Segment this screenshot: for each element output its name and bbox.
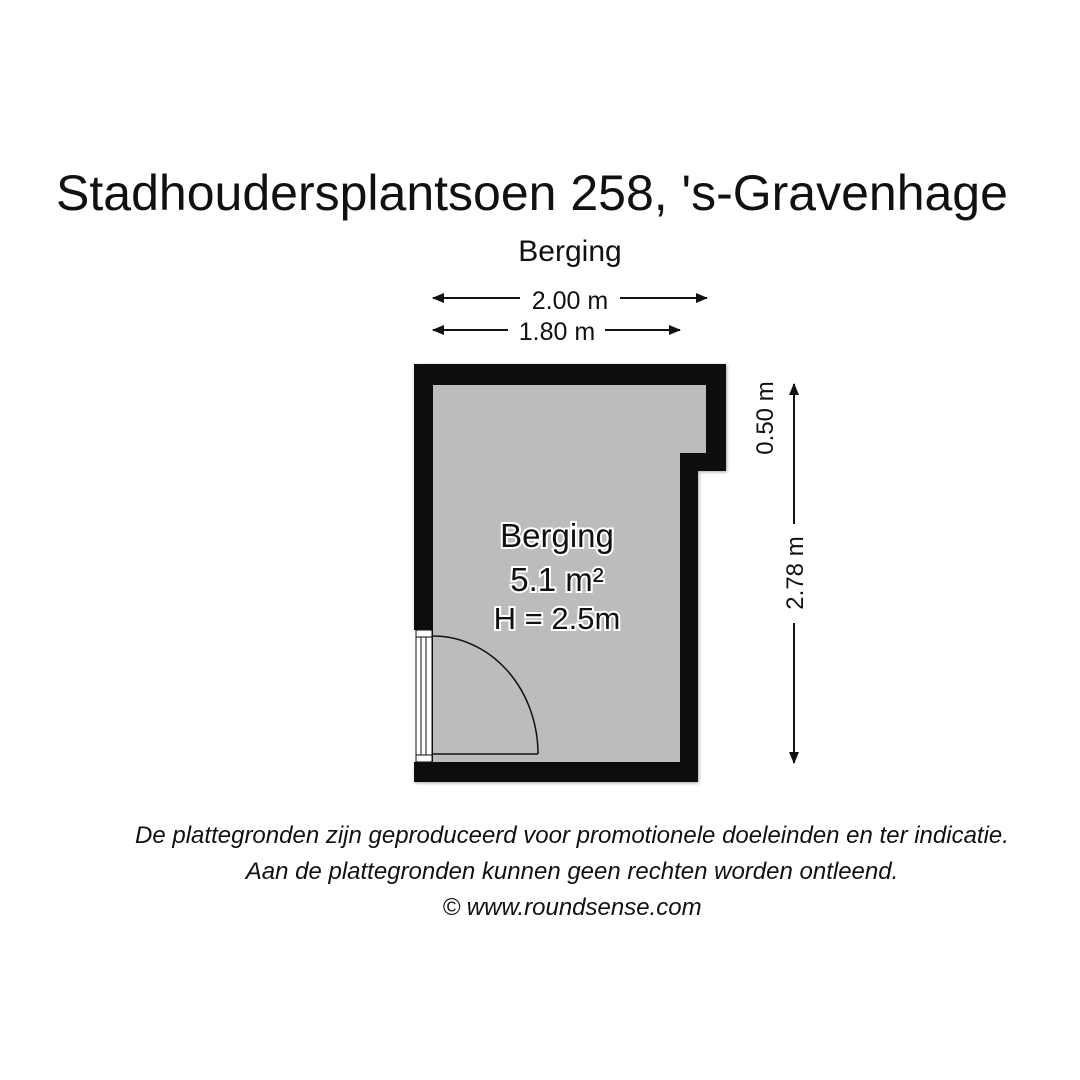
disclaimer	[0, 818, 1080, 926]
page-title: Stadhoudersplantsoen 258, 's-Gravenhage	[56, 165, 1008, 221]
dimension-length	[782, 384, 809, 763]
dimension-outer-width-label: 2.00 m	[531, 287, 609, 315]
room-name-label: Berging	[500, 517, 614, 554]
dimension-inner-width	[433, 318, 680, 346]
dimension-length-label: 2.78 m	[782, 536, 809, 610]
dimension-outer-width	[433, 287, 707, 315]
copyright-link[interactable]: © www.roundsense.com	[442, 894, 702, 921]
room-area-label: 5.1 m²	[510, 561, 604, 598]
room-height-label: H = 2.5m	[493, 601, 621, 636]
dimension-inner-width-label: 1.80 m	[518, 318, 596, 346]
floor-label: Berging	[518, 235, 622, 268]
disclaimer-line-1: De plattegronden zijn geproduceerd voor promotionele doeleinden en ter indicatie.	[135, 822, 1009, 849]
disclaimer-line-2: Aan de plattegronden kunnen geen rechten worden ontleend.	[245, 858, 899, 885]
dimension-notch-label: 0.50 m	[752, 381, 779, 455]
